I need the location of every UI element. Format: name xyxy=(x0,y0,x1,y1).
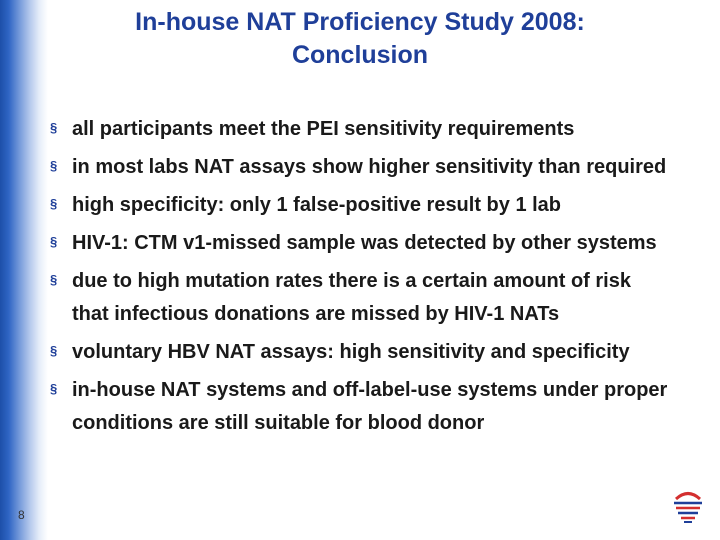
bullet-item xyxy=(50,227,670,260)
bullet-text: high specificity: only 1 false-positive result by 1 lab xyxy=(72,194,562,216)
bullet-marker-icon: § xyxy=(50,381,58,396)
title-line-1: In-house NAT Proficiency Study 2008: xyxy=(135,8,585,36)
bullet-text: in most labs NAT assays show higher sensitivity than required xyxy=(72,156,667,178)
slide-title xyxy=(60,6,660,72)
bullet-text: in-house NAT systems and off-label-use systems under proper conditions are still suitable for blood donor xyxy=(72,379,668,434)
bullet-marker-icon: § xyxy=(50,272,58,287)
page-number: 8 xyxy=(18,508,25,522)
bullet-item xyxy=(50,265,670,331)
bullet-marker-icon: § xyxy=(50,343,58,358)
bullet-marker-icon: § xyxy=(50,158,58,173)
bullet-text: HIV-1: CTM v1-missed sample was detected by other systems xyxy=(72,232,657,254)
left-gradient-stripe xyxy=(0,0,48,540)
bullet-text: voluntary HBV NAT assays: high sensitivity and specificity xyxy=(72,341,630,363)
logo-top-arc xyxy=(676,494,700,500)
bullet-item xyxy=(50,189,670,222)
pei-logo-icon xyxy=(672,489,704,523)
bullet-item xyxy=(50,113,670,146)
bullet-text: all participants meet the PEI sensitivity requirements xyxy=(72,118,575,140)
bullet-item xyxy=(50,151,670,184)
bullet-marker-icon: § xyxy=(50,234,58,249)
title-line-2: Conclusion xyxy=(291,41,429,69)
bullet-item xyxy=(50,336,670,369)
bullet-text: due to high mutation rates there is a certain amount of risk that infectious donations are missed by HIV-1 NATs xyxy=(72,270,631,325)
bullet-list xyxy=(50,113,670,445)
bullet-item xyxy=(50,374,670,440)
bullet-marker-icon: § xyxy=(50,120,58,135)
bullet-marker-icon: § xyxy=(50,196,58,211)
